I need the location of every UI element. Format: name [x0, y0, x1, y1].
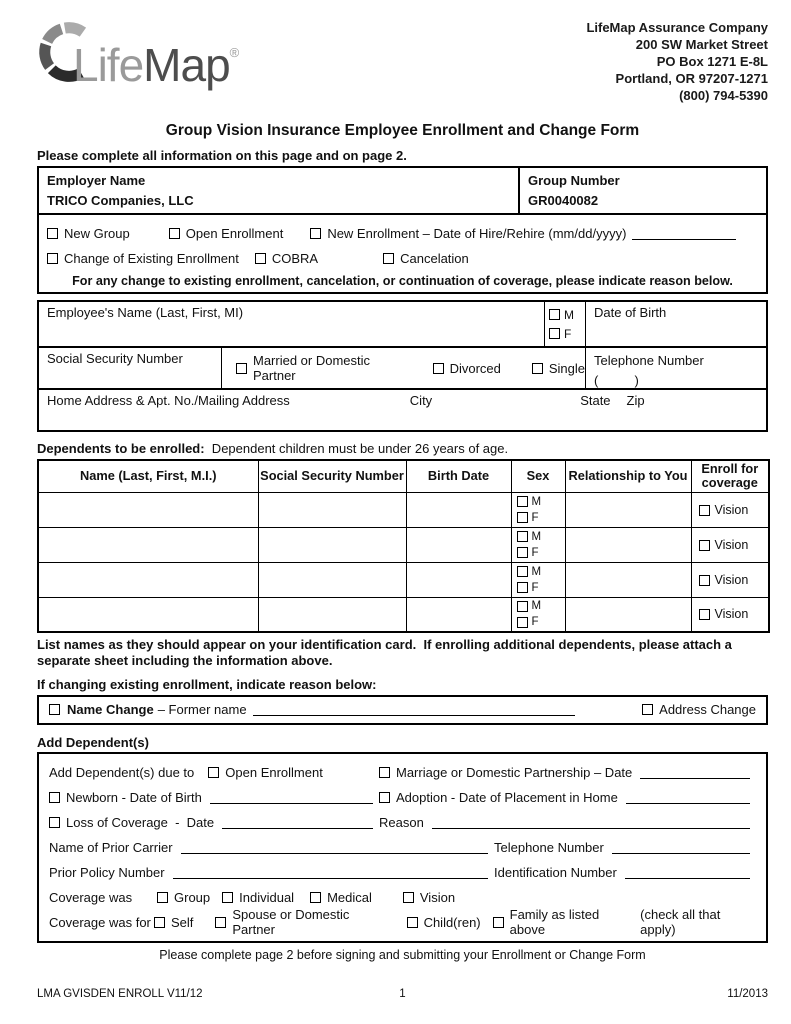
- cobra-checkbox[interactable]: [255, 253, 266, 264]
- cancelation-label: Cancelation: [400, 251, 469, 266]
- newborn-label: Newborn - Date of Birth: [66, 789, 202, 805]
- dependents-table: [37, 459, 770, 633]
- date-of-birth-label: Date of Birth: [594, 305, 667, 320]
- lifemap-logo: [37, 16, 297, 112]
- dependent-ssn-cell[interactable]: [258, 492, 406, 527]
- dependent-ssn-cell[interactable]: [258, 597, 406, 632]
- address-change-item: [642, 702, 756, 717]
- dependent-name-cell[interactable]: [38, 562, 258, 597]
- group-number-label: Group Number: [528, 173, 620, 188]
- divorced-label: Divorced: [449, 360, 501, 376]
- footer-form-code: LMA GVISDEN ENROLL V11/12: [37, 988, 203, 1000]
- due-to-label: Add Dependent(s) due to: [49, 764, 195, 780]
- single-label: Single: [548, 360, 585, 376]
- dependent-birthdate-cell[interactable]: [406, 492, 511, 527]
- lifemap-logo-text: [73, 39, 239, 91]
- change-reason-heading: If changing existing enrollment, indicate reason below:: [37, 676, 377, 692]
- male-label: M: [531, 495, 542, 508]
- dependent-birthdate-cell[interactable]: [406, 597, 511, 632]
- employer-name-value: TRICO Companies, LLC: [47, 192, 194, 208]
- dependent-sex-cell: [511, 597, 565, 632]
- employer-name-cell: [39, 168, 518, 213]
- page-footer: [37, 988, 768, 1000]
- reason-line[interactable]: [432, 816, 750, 829]
- coverage-individual-label: Individual: [239, 889, 295, 905]
- enrollment-type-row-1: [39, 221, 766, 246]
- prior-carrier-label: Name of Prior Carrier: [49, 839, 173, 855]
- dependent-female-checkbox[interactable]: [517, 547, 528, 558]
- dependents-header-row: [38, 460, 769, 492]
- add-open-enrollment-checkbox[interactable]: [208, 767, 219, 778]
- employer-group-box: [37, 166, 768, 215]
- coverage-children-checkbox[interactable]: [407, 917, 418, 928]
- hire-date-line[interactable]: [632, 227, 736, 240]
- dependent-row-1: [38, 492, 769, 527]
- dependent-male-checkbox[interactable]: [517, 601, 528, 612]
- married-label: Married or Domestic Partner: [253, 353, 371, 383]
- adoption-checkbox[interactable]: [379, 792, 390, 803]
- name-change-label: Name Change: [67, 702, 154, 718]
- telephone-field[interactable]: [586, 348, 766, 388]
- coverage-medical-checkbox[interactable]: [310, 892, 321, 903]
- enrollment-type-row-2: [39, 246, 766, 271]
- logo-word-life: Life: [73, 39, 144, 91]
- open-enrollment-checkbox[interactable]: [169, 228, 180, 239]
- adoption-date-line[interactable]: [626, 791, 750, 804]
- married-checkbox[interactable]: [236, 363, 247, 374]
- add-deps-row-due-to: [49, 760, 756, 785]
- dependent-name-cell[interactable]: [38, 597, 258, 632]
- coverage-family-label: Family as listed above: [509, 907, 600, 938]
- dependent-relationship-cell[interactable]: [565, 562, 691, 597]
- col-enroll: Enroll for coverage: [691, 460, 769, 492]
- add-open-enrollment-label: Open Enrollment: [225, 764, 323, 780]
- add-deps-row-coverage-for: [49, 907, 756, 938]
- dependent-enroll-cell: [691, 597, 769, 632]
- address-line: PO Box 1271 E-8L: [656, 53, 768, 69]
- male-label: M: [531, 600, 542, 613]
- group-number-value: GR0040082: [528, 192, 599, 208]
- check-all-note: (check all that apply): [640, 907, 721, 938]
- page2-note: Please complete page 2 before signing and submitting your Enrollment or Change Form: [159, 947, 646, 962]
- dependent-name-cell[interactable]: [38, 527, 258, 562]
- employee-name-row: [39, 302, 766, 348]
- dependent-sex-cell: [511, 492, 565, 527]
- coverage-vision-label: Vision: [419, 889, 456, 905]
- zip-label: Zip: [626, 393, 645, 408]
- loss-date-line[interactable]: [222, 816, 373, 829]
- state-label: State: [580, 393, 611, 408]
- address-line: 200 SW Market Street: [635, 36, 768, 52]
- prior-policy-line[interactable]: [173, 866, 488, 879]
- group-number-cell: [518, 168, 766, 213]
- loss-of-coverage-label: Loss of Coverage - Date: [66, 814, 215, 830]
- dependent-male-checkbox[interactable]: [517, 496, 528, 507]
- vision-label: Vision: [714, 502, 749, 517]
- dependents-heading: [37, 441, 768, 456]
- address-line: Portland, OR 97207-1271: [615, 70, 768, 86]
- dependent-row-2: [38, 527, 769, 562]
- home-address-row[interactable]: [39, 390, 766, 430]
- form-title: Group Vision Insurance Employee Enrollment and Change Form: [165, 122, 640, 139]
- dependent-female-checkbox[interactable]: [517, 617, 528, 628]
- new-enrollment-label: New Enrollment – Date of Hire/Rehire (mm/dd/yyyy): [327, 226, 627, 241]
- newborn-checkbox[interactable]: [49, 792, 60, 803]
- add-dependents-heading: Add Dependent(s): [37, 734, 149, 750]
- new-group-label: New Group: [64, 226, 130, 241]
- coverage-spouse-checkbox[interactable]: [215, 917, 226, 928]
- coverage-family-checkbox[interactable]: [493, 917, 504, 928]
- female-label: F: [531, 581, 539, 594]
- prior-policy-label: Prior Policy Number: [49, 864, 165, 880]
- change-note: For any change to existing enrollment, cancelation, or continuation of coverage, please indicate reason below.: [72, 274, 733, 288]
- col-name: Name (Last, First, M.I.): [38, 460, 258, 492]
- add-deps-row-coverage-was: [49, 885, 756, 910]
- coverage-group-label: Group: [174, 889, 211, 905]
- male-label: M: [531, 565, 542, 578]
- coverage-medical-label: Medical: [327, 889, 372, 905]
- add-deps-row-prior-carrier: [49, 835, 756, 860]
- dependent-birthdate-cell[interactable]: [406, 527, 511, 562]
- female-label: F: [564, 326, 572, 341]
- dependent-male-checkbox[interactable]: [517, 566, 528, 577]
- col-ssn: Social Security Number: [258, 460, 406, 492]
- address-change-label: Address Change: [659, 702, 756, 718]
- change-reason-box: [37, 695, 768, 725]
- vision-checkbox[interactable]: [699, 540, 710, 551]
- form-header: [37, 16, 768, 112]
- registered-mark-icon: ®: [229, 45, 239, 60]
- cobra-label: COBRA: [271, 251, 319, 266]
- coverage-group-checkbox[interactable]: [157, 892, 168, 903]
- employee-male-checkbox[interactable]: [549, 309, 560, 320]
- dependent-relationship-cell[interactable]: [565, 527, 691, 562]
- coverage-was-label: Coverage was: [49, 889, 133, 905]
- newborn-date-line[interactable]: [210, 791, 373, 804]
- coverage-individual-checkbox[interactable]: [222, 892, 233, 903]
- dependent-birthdate-cell[interactable]: [406, 562, 511, 597]
- dependents-heading-bold: Dependents to be enrolled:: [37, 441, 205, 456]
- dependent-relationship-cell[interactable]: [565, 597, 691, 632]
- id-card-note: List names as they should appear on your identification card. If enrolling additional dependents, please attach a separate sheet including the information above.: [37, 637, 736, 668]
- change-existing-checkbox[interactable]: [47, 253, 58, 264]
- col-sex: Sex: [511, 460, 565, 492]
- female-label: F: [531, 511, 539, 524]
- add-deps-row-newborn: [49, 785, 756, 810]
- male-label: M: [564, 307, 574, 322]
- single-checkbox[interactable]: [532, 363, 543, 374]
- dependent-ssn-cell[interactable]: [258, 527, 406, 562]
- vision-label: Vision: [714, 572, 749, 587]
- dependent-sex-cell: [511, 562, 565, 597]
- employee-name-label: Employee's Name (Last, First, MI): [47, 305, 244, 320]
- marriage-label: Marriage or Domestic Partnership – Date: [396, 764, 633, 780]
- change-existing-label: Change of Existing Enrollment: [64, 251, 239, 266]
- company-address-block: [586, 16, 768, 104]
- logo-word-map: Map: [143, 39, 230, 91]
- divorced-checkbox[interactable]: [433, 363, 444, 374]
- enrollment-type-box: [37, 213, 768, 294]
- address-change-checkbox[interactable]: [642, 704, 653, 715]
- address-line: (800) 794-5390: [679, 87, 768, 103]
- cancelation-checkbox[interactable]: [383, 253, 394, 264]
- address-line: LifeMap Assurance Company: [586, 20, 768, 35]
- adoption-label: Adoption - Date of Placement in Home: [396, 789, 618, 805]
- employee-sex-cell: [544, 302, 586, 346]
- female-label: F: [531, 616, 539, 629]
- coverage-vision-checkbox[interactable]: [403, 892, 414, 903]
- dependent-enroll-cell: [691, 562, 769, 597]
- identification-line[interactable]: [625, 866, 750, 879]
- employee-name-field[interactable]: [39, 302, 544, 346]
- home-address-label: Home Address & Apt. No./Mailing Address: [47, 393, 290, 408]
- dependent-ssn-cell[interactable]: [258, 562, 406, 597]
- employee-female-checkbox[interactable]: [549, 328, 560, 339]
- footer-page-number: 1: [399, 988, 406, 1000]
- new-enrollment-checkbox[interactable]: [310, 228, 321, 239]
- ssn-label: Social Security Number: [47, 351, 183, 366]
- dependent-row-4: [38, 597, 769, 632]
- dependent-name-cell[interactable]: [38, 492, 258, 527]
- vision-checkbox[interactable]: [699, 609, 710, 620]
- open-enrollment-label: Open Enrollment: [185, 226, 284, 241]
- identification-label: Identification Number: [494, 864, 617, 880]
- marriage-checkbox[interactable]: [379, 767, 390, 778]
- former-name-label: – Former name: [157, 702, 247, 718]
- coverage-self-label: Self: [170, 914, 194, 930]
- telephone-parens: ( ): [594, 372, 639, 388]
- prior-telephone-label: Telephone Number: [494, 839, 604, 855]
- coverage-children-label: Child(ren): [423, 914, 481, 930]
- dependent-relationship-cell[interactable]: [565, 492, 691, 527]
- col-relationship: Relationship to You: [565, 460, 691, 492]
- vision-label: Vision: [714, 537, 749, 552]
- new-group-checkbox[interactable]: [47, 228, 58, 239]
- dependent-female-checkbox[interactable]: [517, 582, 528, 593]
- intro-instruction: Please complete all information on this page and on page 2.: [37, 148, 407, 163]
- footer-date: 11/2013: [727, 988, 768, 1000]
- marital-status-cell: [221, 348, 586, 388]
- col-birthdate: Birth Date: [406, 460, 511, 492]
- telephone-label: Telephone Number: [594, 353, 704, 368]
- add-dependents-box: [37, 752, 768, 943]
- female-label: F: [531, 546, 539, 559]
- city-label: City: [409, 393, 433, 408]
- former-name-line[interactable]: [253, 703, 575, 716]
- dependent-sex-cell: [511, 527, 565, 562]
- dependent-row-3: [38, 562, 769, 597]
- ssn-field[interactable]: [39, 348, 221, 388]
- add-deps-row-prior-policy: [49, 860, 756, 885]
- name-change-checkbox[interactable]: [49, 704, 60, 715]
- date-of-birth-field[interactable]: [586, 302, 766, 346]
- employee-ssn-row: [39, 348, 766, 390]
- vision-checkbox[interactable]: [699, 575, 710, 586]
- dependent-female-checkbox[interactable]: [517, 512, 528, 523]
- male-label: M: [531, 530, 542, 543]
- vision-checkbox[interactable]: [699, 505, 710, 516]
- coverage-self-checkbox[interactable]: [154, 917, 165, 928]
- dependents-heading-rest: Dependent children must be under 26 years of age.: [204, 441, 509, 456]
- marriage-date-line[interactable]: [640, 766, 750, 779]
- reason-label: Reason: [379, 814, 424, 830]
- coverage-for-label: Coverage was for: [49, 914, 151, 930]
- prior-telephone-line[interactable]: [612, 841, 750, 854]
- employee-info-box: [37, 300, 768, 432]
- dependent-enroll-cell: [691, 527, 769, 562]
- coverage-spouse-label: Spouse or Domestic Partner: [232, 907, 350, 938]
- prior-carrier-line[interactable]: [181, 841, 488, 854]
- dependent-male-checkbox[interactable]: [517, 531, 528, 542]
- vision-label: Vision: [714, 607, 749, 622]
- add-deps-row-loss: [49, 810, 756, 835]
- employer-name-label: Employer Name: [47, 173, 146, 188]
- dependent-enroll-cell: [691, 492, 769, 527]
- loss-of-coverage-checkbox[interactable]: [49, 817, 60, 828]
